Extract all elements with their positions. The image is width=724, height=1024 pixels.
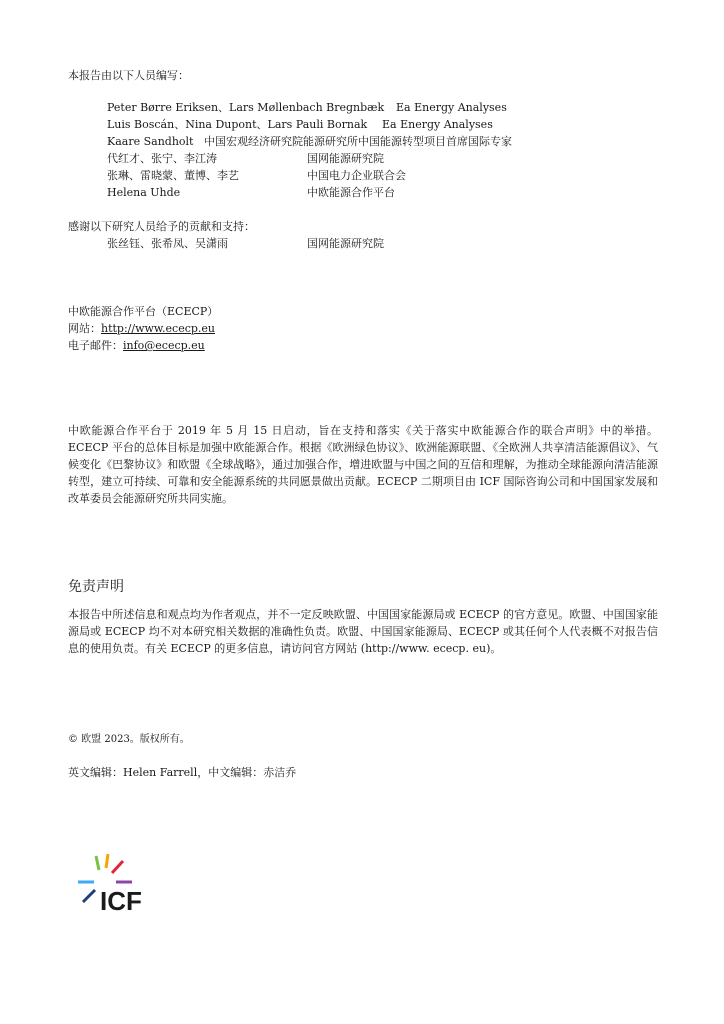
logo-ray-navy <box>83 890 95 902</box>
author-name: Luis Boscán、Nina Dupont、Lars Pauli Bornak <box>107 118 368 131</box>
author-org: 中国宏观经济研究院能源研究所中国能源转型项目首席国际专家 <box>204 135 512 148</box>
intro-text: 本报告由以下人员编写： <box>68 69 189 82</box>
author-name: 张琳、雷晓蒙、董博、李艺 <box>107 169 239 182</box>
thanks-org: 国网能源研究院 <box>307 237 384 250</box>
author-org: Ea Energy Analyses <box>382 118 493 131</box>
author-org: 中国电力企业联合会 <box>307 169 406 182</box>
about-paragraph: 中欧能源合作平台于 2019 年 5 月 15 日启动，旨在支持和落实《关于落实中欧能源合作的联合声明》中的举措。ECECP 平台的总体目标是加强中欧能源合作。根据《欧洲绿色协议》、欧洲能源联盟、《全欧洲人共享清洁能源倡议》、气候变化《巴黎协议》和欧盟《全球战略》，通过加强合作，增进欧盟与中国之间的互信和理解，为推动全球能源向清洁能源转型，建立可持续、可靠和安全能源系统的共同愿景做出贡献。ECECP 二期项目由 ICF 国际咨询公司和中国国家发展和改革委员会能源研究所共同实施。 <box>68 424 658 505</box>
website-link[interactable]: http://www.ececp.eu <box>101 322 215 335</box>
email-label: 电子邮件： <box>68 339 123 352</box>
author-name: 代红才、张宁、李江涛 <box>107 152 217 165</box>
author-name: Helena Uhde <box>107 186 181 199</box>
email-link[interactable]: info@ececp.eu <box>123 339 205 352</box>
logo-ray-yellow <box>106 854 108 868</box>
disclaimer-text: 本报告中所述信息和观点均为作者观点，并不一定反映欧盟、中国国家能源局或 ECECP 的官方意见。欧盟、中国国家能源局或 ECECP 均不对本研究相关数据的准确性负责。欧盟、中国国家能源局、ECECP 或其任何个人代表概不对报告信息的使用负责。有关 ECECP 的更多信息，请访问官方网站 (http://www. ececp. eu)。 <box>68 608 658 655</box>
author-org: 国网能源研究院 <box>307 152 384 165</box>
logo-ray-red <box>112 861 123 873</box>
icf-logo-graphic <box>76 852 156 914</box>
logo-ray-green <box>96 856 99 870</box>
editors: 英文编辑：Helen Farrell，中文编辑：赤洁乔 <box>68 766 297 779</box>
author-name: Peter Børre Eriksen、Lars Møllenbach Bregnbæk <box>107 101 385 114</box>
icf-logo <box>76 852 156 914</box>
thanks-names: 张丝钰、张希凤、吴潇雨 <box>107 237 228 250</box>
thanks-title: 感谢以下研究人员给予的贡献和支持： <box>68 220 255 233</box>
website-label: 网站： <box>68 322 101 335</box>
copyright: © 欧盟 2023。版权所有。 <box>68 734 190 745</box>
author-name: Kaare Sandholt <box>107 135 194 148</box>
author-org: 中欧能源合作平台 <box>307 186 395 199</box>
logo-wordmark: ICF <box>100 886 142 914</box>
disclaimer-title: 免责声明 <box>68 579 124 595</box>
ececp-website-row <box>68 320 215 337</box>
author-org: Ea Energy Analyses <box>396 101 507 114</box>
ececp-email-row <box>68 337 205 354</box>
ececp-name: 中欧能源合作平台（ECECP） <box>68 305 219 318</box>
